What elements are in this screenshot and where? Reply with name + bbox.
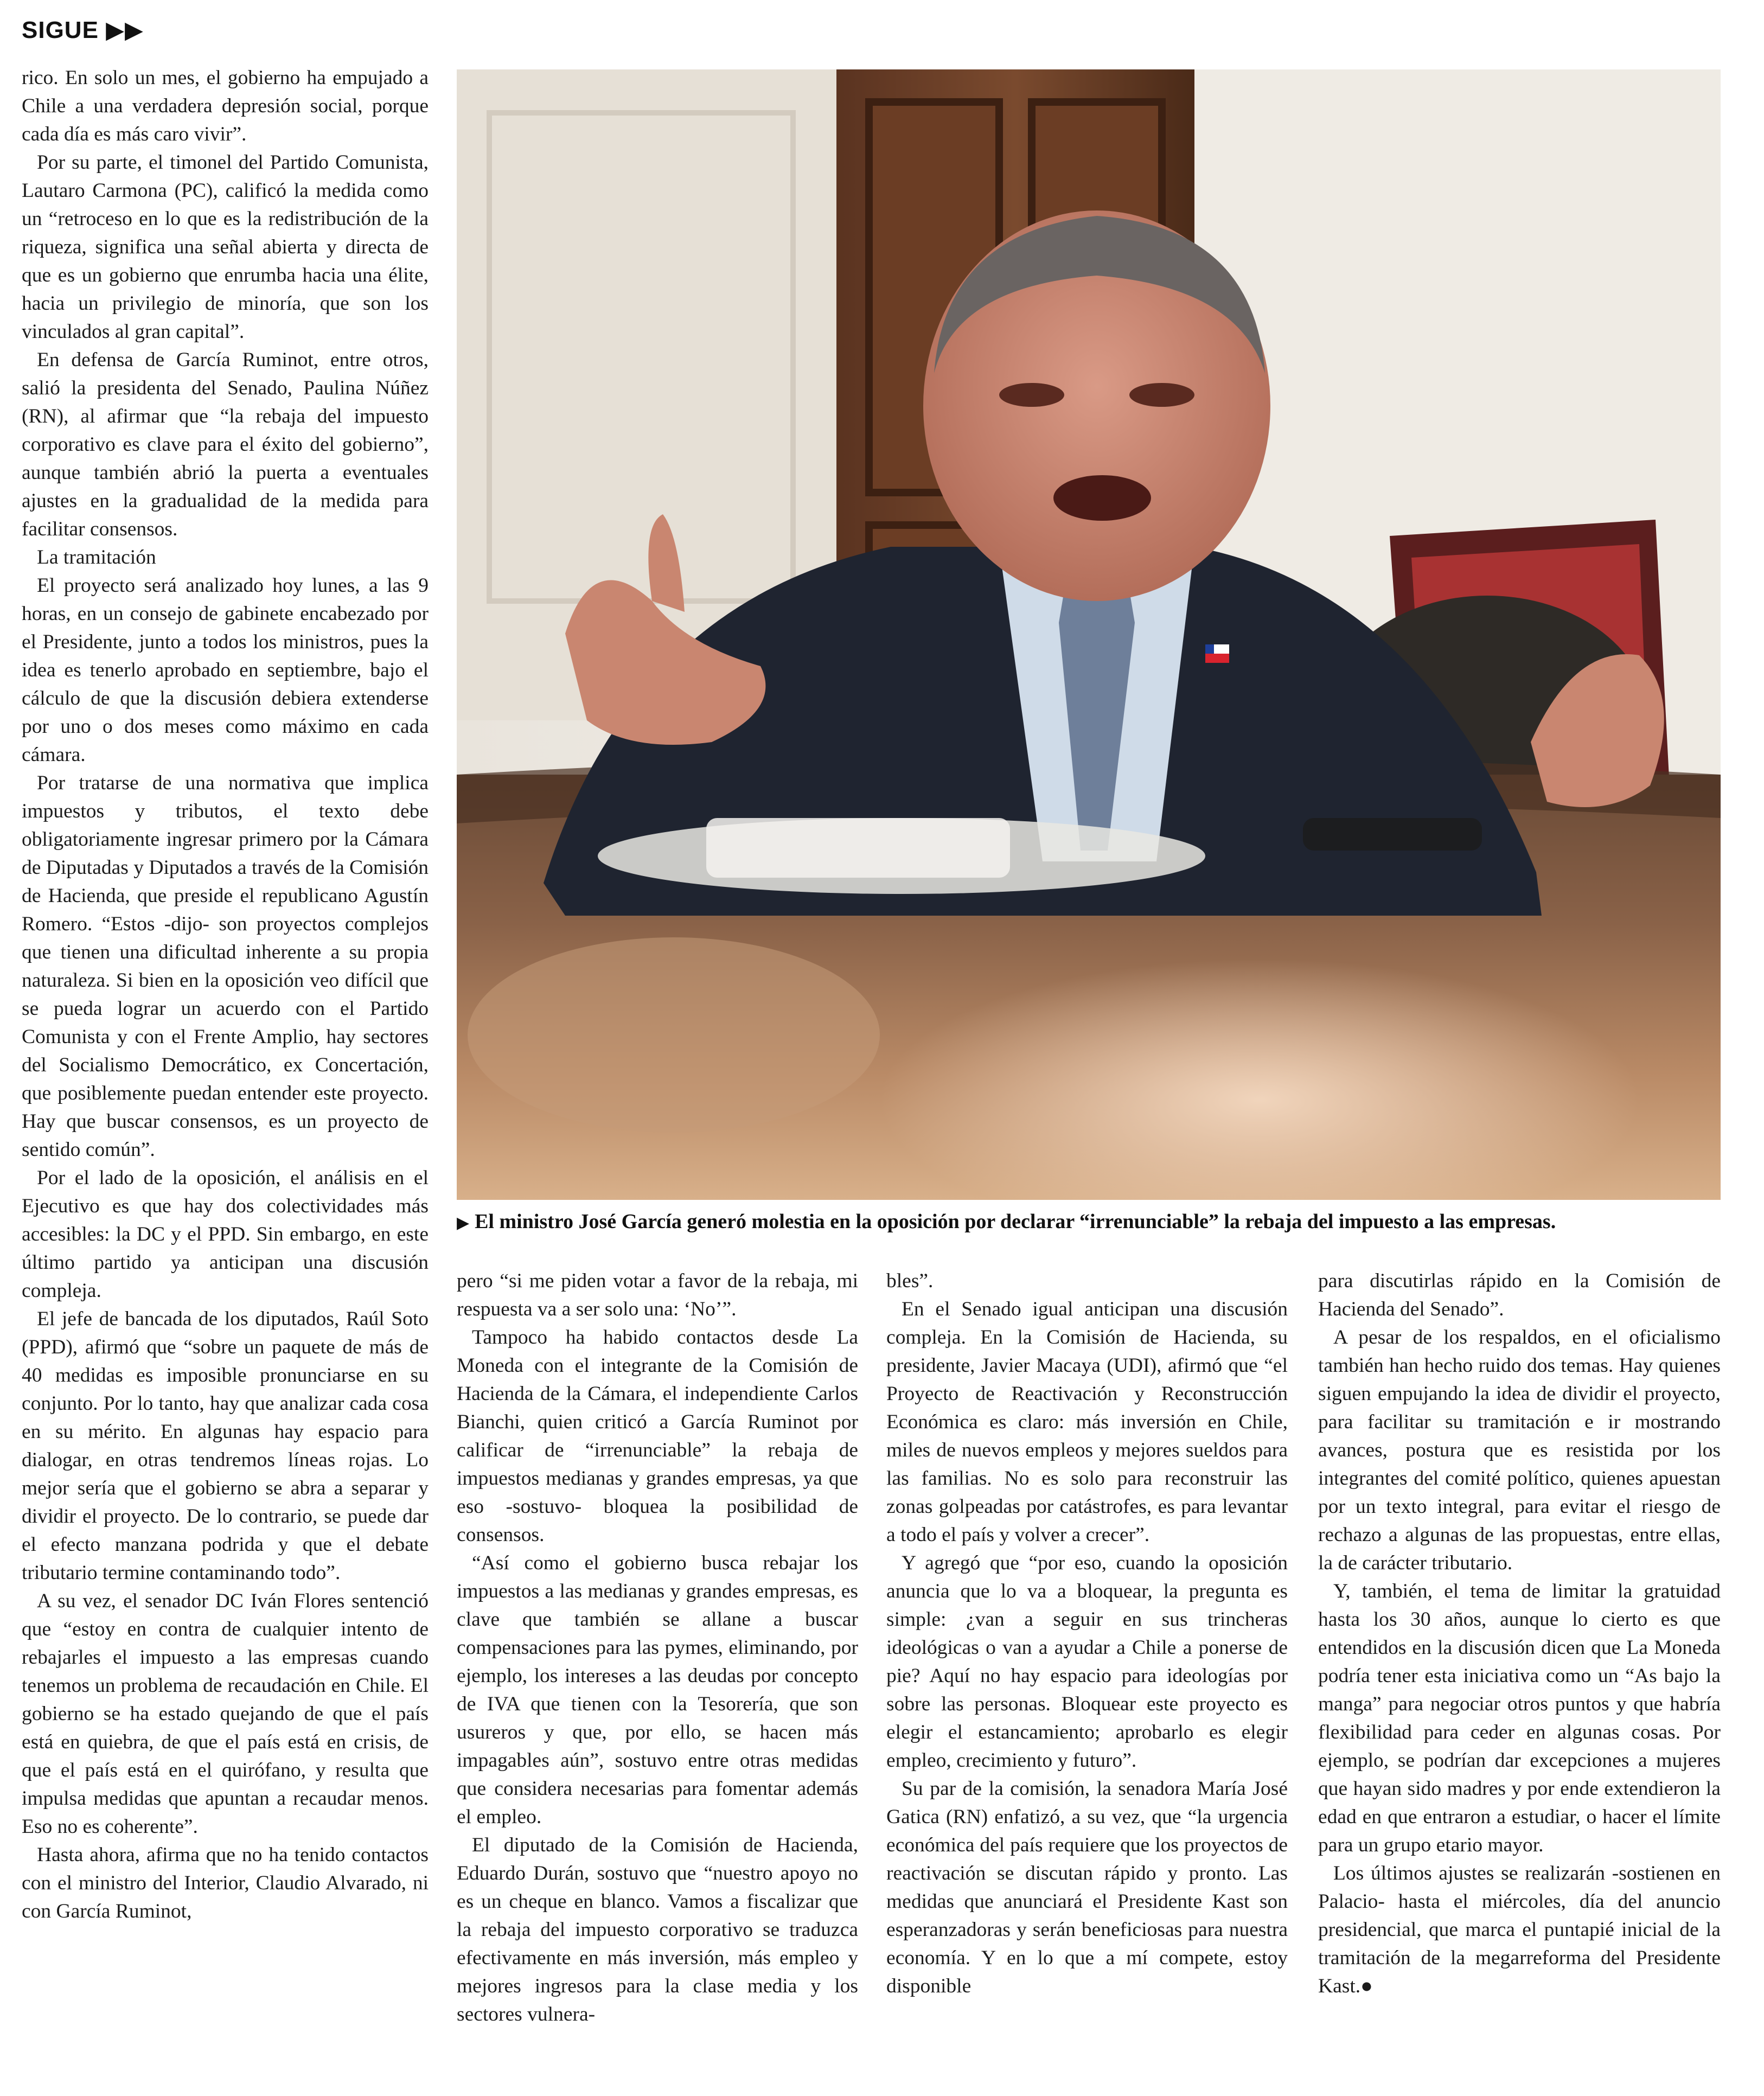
paragraph: Su par de la comisión, la senadora María José Gatica (RN) enfatizó, a su vez, que “la urgencia económica del país requiere que los proyectos de reactivación se discutan rápido y pronto. Las medidas que anunciará el Presidente Kast son esperanzadoras y serán beneficiosas para nuestra economía. Y en lo que a mí compete, estoy disponible	[886, 1778, 1288, 1997]
paragraph: Hasta ahora, afirma que no ha tenido contactos con el ministro del Interior, Claudio Alvarado, ni con García Ruminot,	[22, 1844, 429, 1922]
paragraph: El diputado de la Comisión de Hacienda, Eduardo Durán, sostuvo que “nuestro apoyo no es un cheque en blanco. Vamos a fiscalizar que la rebaja del impuesto corporativo se traduzca efectivamente en más inversión, más empleo y mejores ingresos para la clase media y los sectores vulnera-	[457, 1834, 858, 2025]
paragraph: bles”.	[886, 1270, 934, 1292]
paragraph: A su vez, el senador DC Iván Flores sentenció que “estoy en contra de cualquier intento de rebajarles el impuesto a las empresas cuando tenemos un problema de recaudación en Chile. El gobierno se ha estado quejando de que el país está en quiebra, de que el país está en crisis, de que el país está en el quirófano, y resulta que impulsa medidas que apuntan a recaudar menos. Eso no es coherente”.	[22, 1590, 429, 1838]
paragraph: rico. En solo un mes, el gobierno ha empujado a Chile a una verdadera depresión social, porque cada día es más caro vivir”.	[22, 67, 429, 145]
article-column-4	[1318, 1267, 1721, 2087]
paragraph: para discutirlas rápido en la Comisión de Hacienda del Senado”.	[1318, 1270, 1721, 1320]
paragraph: Y agregó que “por eso, cuando la oposición anuncia que lo va a bloquear, la pregunta es simple: ¿van a seguir en sus trincheras ideológicas o van a ayudar a Chile a ponerse de pie? Aquí no hay espacio para ideologías por sobre las personas. Bloquear este proyecto es elegir el estancamiento; aprobarlo es elegir empleo, crecimiento y futuro”.	[886, 1552, 1288, 1772]
paragraph: pero “si me piden votar a favor de la rebaja, mi respuesta va a ser solo una: ‘No’”.	[457, 1270, 858, 1320]
section-subheading: La tramitación	[37, 546, 156, 568]
paragraph: En el Senado igual anticipan una discusión compleja. En la Comisión de Hacienda, su presidente, Javier Macaya (UDI), afirmó que “el Proyecto de Reactivación y Reconstrucción Económica es claro: más inversión en Chile, miles de nuevos empleos y mejores sueldos para las familias. No es solo para reconstruir las zonas golpeadas por catástrofes, es para levantar a todo el país y volver a crecer”.	[886, 1298, 1288, 1546]
minister-photo-icon	[457, 69, 1721, 1200]
article-column-1	[22, 64, 429, 2087]
paragraph: El proyecto será analizado hoy lunes, a las 9 horas, en un consejo de gabinete encabezado por el Presidente, junto a todos los ministros, pues la idea es tenerlo aprobado en septiembre, bajo el cálculo de que la discusión debiera extenderse por uno o dos meses como máximo en cada cámara.	[22, 574, 429, 766]
caption-arrow-icon: ▶	[457, 1214, 470, 1232]
paragraph: Por su parte, el timonel del Partido Comunista, Lautaro Carmona (PC), calificó la medida como un “retroceso en lo que es la redistribución de la riqueza, significa una señal abierta y directa de que es un gobierno que enrumba hacia una élite, hacia un privilegio de minoría, que son los vinculados al gran capital”.	[22, 151, 429, 343]
caption-text: El ministro José García generó molestia en la oposición por declarar “irrenunciable” la rebaja del impuesto a las empresas.	[475, 1210, 1556, 1233]
paragraph: Tampoco ha habido contactos desde La Moneda con el integrante de la Comisión de Hacienda de la Cámara, el independiente Carlos Bianchi, quien criticó a García Ruminot por calificar de “irrenunciable” la rebaja de impuestos medianas y grandes empresas, ya que eso -sostuvo- bloquea la posibilidad de consensos.	[457, 1326, 858, 1546]
paragraph: En defensa de García Ruminot, entre otros, salió la presidenta del Senado, Paulina Núñez (RN), al afirmar que “la rebaja del impuesto corporativo es clave para el éxito del gobierno”, aunque también abrió la puerta a eventuales ajustes en la gradualidad de la medida para facilitar consensos.	[22, 349, 429, 540]
paragraph: Los últimos ajustes se realizarán -sostienen en Palacio- hasta el miércoles, día del anuncio presidencial, que marca el puntapié inicial de la tramitación de la megarreforma del Presidente Kast.●	[1318, 1862, 1721, 1997]
double-arrow-icon: ▶▶	[106, 17, 144, 43]
paragraph: A pesar de los respaldos, en el oficialismo también han hecho ruido dos temas. Hay quienes siguen empujando la idea de dividir el proyecto, para facilitar su tramitación e ir mostrando avances, postura que es resistida por los integrantes del comité político, quienes apuestan por un texto integral, para evitar el riesgo de rechazo a algunas de las propuestas, entre ellas, la de carácter tributario.	[1318, 1326, 1721, 1574]
photo-caption	[457, 1207, 1721, 1237]
continue-label: SIGUE	[22, 17, 99, 43]
continue-marker	[22, 16, 144, 44]
minister-photo	[457, 69, 1721, 1200]
paragraph: Por tratarse de una normativa que implica impuestos y tributos, el texto debe obligatoriamente ingresar primero por la Cámara de Diputadas y Diputados a través de la Comisión de Hacienda, que preside el republicano Agustín Romero. “Estos -dijo- son proyectos complejos que tienen una dificultad inherente a su propia naturaleza. Si bien en la oposición veo difícil que se pueda lograr un acuerdo con el Partido Comunista y con el Frente Amplio, hay sectores del Socialismo Democrático, ex Concertación, que posiblemente puedan entender este proyecto. Hay que buscar consensos, es un proyecto de sentido común”.	[22, 772, 429, 1161]
paragraph: Por el lado de la oposición, el análisis en el Ejecutivo es que hay dos colectividades más accesibles: la DC y el PPD. Sin embargo, en este último partido ya anticipan una discusión compleja.	[22, 1167, 429, 1302]
article-column-2	[457, 1267, 858, 2087]
paragraph: “Así como el gobierno busca rebajar los impuestos a las medianas y grandes empresas, es clave que también se allane a buscar compensaciones para las pymes, eliminando, por ejemplo, los intereses a las deudas por concepto de IVA que tienen con la Tesorería, que son usureros y que, por ello, se hacen más impagables aún”, sostuvo entre otras medidas que considera necesarias para fomentar además el empleo.	[457, 1552, 858, 1828]
paragraph: El jefe de bancada de los diputados, Raúl Soto (PPD), afirmó que “sobre un paquete de más de 40 medidas es imposible pronunciarse en su conjunto. Por lo tanto, hay que analizar cada cosa en su mérito. En algunas hay espacio para dialogar, en otras tendremos líneas rojas. Lo mejor sería que el gobierno se abra a separar y dividir el proyecto. De lo contrario, se puede dar el efecto manzana podrida y que el debate tributario termine contaminando todo”.	[22, 1308, 429, 1584]
article-column-3	[886, 1267, 1288, 2087]
paragraph: Y, también, el tema de limitar la gratuidad hasta los 30 años, aunque lo cierto es que entendidos en la discusión dicen que La Moneda podría tener esta iniciativa como un “As bajo la manga” para negociar otros puntos y que habría flexibilidad para ceder en algunas cosas. Por ejemplo, se podrían dar excepciones a mujeres que hayan sido madres y por ende extendieron la edad en que entraron a estudiar, o hacer el límite para un grupo etario mayor.	[1318, 1580, 1721, 1856]
